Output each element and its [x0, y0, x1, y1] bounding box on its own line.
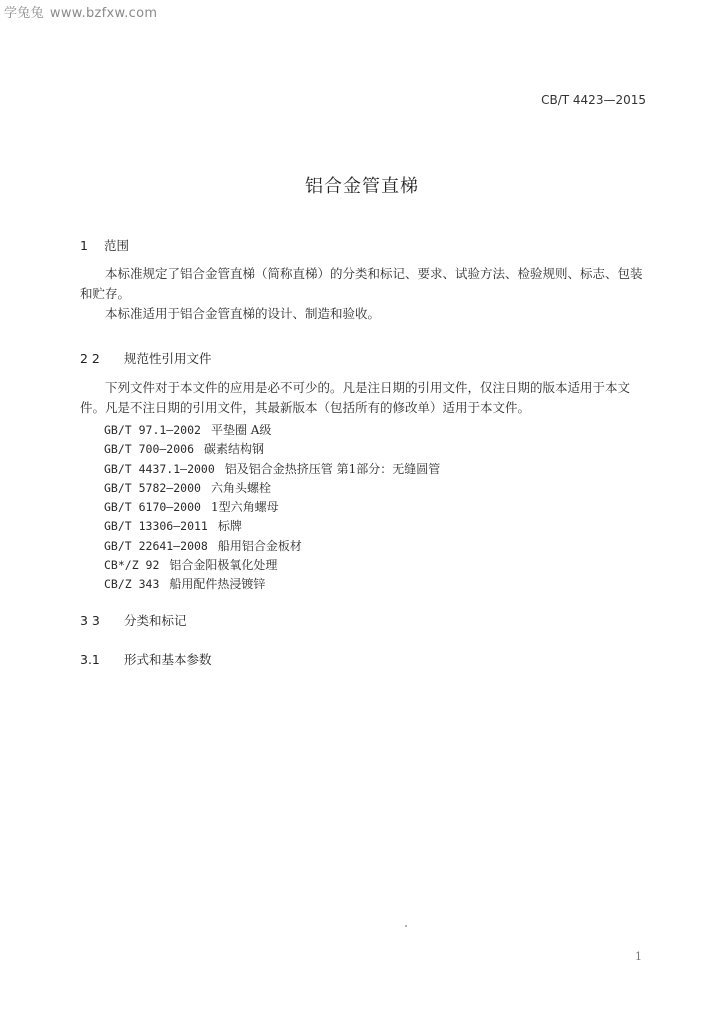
section-heading-form-parameters — [80, 650, 212, 668]
scope-paragraph-2: 本标准适用于铝合金管直梯的设计、制造和验收。 — [105, 306, 381, 321]
reference-name: 船用配件热浸镀锌 — [169, 577, 266, 592]
reference-name: 平垫圈 A级 — [210, 423, 272, 437]
reference-code: GB/T 6170—2000 — [104, 500, 201, 515]
reference-name: 铝合金阳极氧化处理 — [169, 558, 278, 573]
reference-item — [104, 537, 440, 556]
reference-name: 碳素结构钢 — [204, 442, 265, 457]
reference-item — [104, 575, 440, 594]
section-number: 2 2 — [80, 351, 100, 366]
watermark — [4, 2, 157, 21]
section-heading-classification — [80, 611, 187, 629]
reference-code: GB/T 700—2006 — [104, 442, 195, 457]
reference-code: CB/Z 343 — [104, 577, 160, 592]
watermark-name: 学兔兔 — [4, 6, 44, 21]
scope-paragraph-1: 本标准规定了铝合金管直梯（简称直梯）的分类和标记、要求、试验方法、检验规则、标志、包装和贮存。 — [80, 266, 643, 301]
document-title: 铝合金管直梯 — [305, 176, 419, 197]
reference-code: GB/T 4437.1—2000 — [104, 461, 215, 476]
section-number: 3.1 — [80, 652, 100, 667]
section-number: 3 3 — [80, 613, 100, 628]
section-title: 分类和标记 — [123, 613, 187, 628]
reference-code: GB/T 22641—2008 — [104, 538, 208, 553]
reference-item — [104, 556, 440, 575]
section-title: 形式和基本参数 — [123, 652, 212, 667]
reference-name: 船用铝合金板材 — [217, 538, 302, 553]
reference-code: CB*/Z 92 — [104, 558, 160, 573]
reference-item — [104, 498, 440, 517]
reference-item — [104, 460, 440, 479]
watermark-url: www.bzfxw.com — [49, 6, 158, 21]
reference-name: 铝及铝合金热挤压管 第1部分：无缝圆管 — [224, 461, 441, 476]
references-intro-paragraph: 下列文件对于本文件的应用是必不可少的。凡是注日期的引用文件，仅注日期的版本适用于本文件。凡是不注日期的引用文件，其最新版本（包括所有的修改单）适用于本文件。 — [80, 380, 631, 415]
section-title: 范围 — [103, 238, 129, 253]
reference-code: GB/T 13306—2011 — [104, 519, 208, 534]
reference-name: 1型六角螺母 — [210, 500, 279, 515]
reference-name: 标牌 — [217, 519, 242, 534]
reference-item — [104, 517, 440, 536]
reference-code: GB/T 5782—2000 — [104, 480, 201, 495]
reference-code: GB/T 97.1—2002 — [104, 423, 201, 437]
section-number: 1 — [80, 238, 88, 253]
standard-code: CB/T 4423—2015 — [541, 93, 646, 107]
reference-name: 六角头螺栓 — [210, 480, 271, 495]
reference-item — [104, 421, 440, 440]
reference-item — [104, 479, 440, 498]
reference-list — [104, 421, 440, 595]
scan-speck — [405, 925, 407, 927]
page-number: 1 — [635, 950, 642, 963]
reference-item — [104, 440, 440, 459]
section-heading-scope — [80, 236, 129, 254]
section-heading-normative-references — [80, 349, 212, 367]
section-title: 规范性引用文件 — [123, 351, 212, 366]
